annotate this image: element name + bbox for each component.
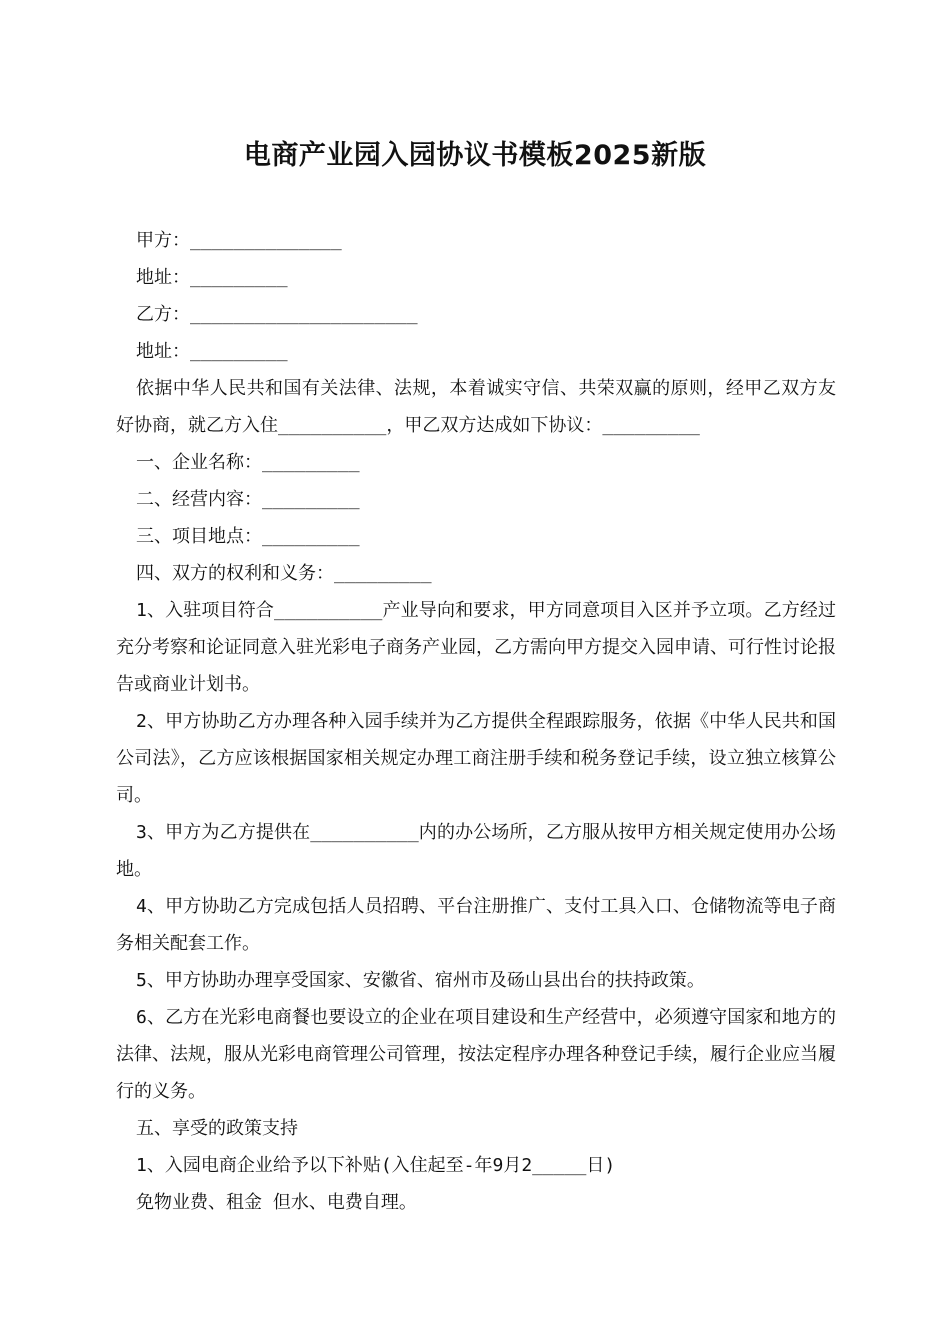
clause-5: 5、甲方协助办理享受国家、安徽省、宿州市及砀山县出台的扶持政策。	[136, 970, 705, 991]
clause-2: 2、甲方协助乙方办理各种入园手续并为乙方提供全程跟踪服务，依据《中华人民共和国公司法》，乙方应该根据国家相关规定办理工商注册手续和税务登记手续，设立独立核算公司。	[116, 711, 836, 806]
party-b-line: 乙方：_____________________	[136, 304, 418, 325]
document-body	[116, 222, 836, 1221]
section-project-location: 三、项目地点：_________	[136, 526, 360, 547]
section-policy-support: 五、享受的政策支持	[136, 1118, 298, 1139]
party-a-line: 甲方：______________	[136, 230, 342, 251]
policy-detail: 免物业费、租金 但水、电费自理。	[136, 1192, 417, 1213]
policy-clause-1: 1、入园电商企业给予以下补贴(入住起至-年9月2_____日)	[136, 1155, 616, 1176]
preamble-paragraph: 依据中华人民共和国有关法律、法规，本着诚实守信、共荣双赢的原则，经甲乙双方友好协商，就乙方入住__________，甲乙双方达成如下协议：_________	[116, 378, 836, 436]
section-company-name: 一、企业名称：_________	[136, 452, 360, 473]
clause-4: 4、甲方协助乙方完成包括人员招聘、平台注册推广、支付工具入口、仓储物流等电子商务相关配套工作。	[116, 896, 836, 954]
clause-1: 1、入驻项目符合__________产业导向和要求，甲方同意项目入区并予立项。乙方经过充分考察和论证同意入驻光彩电子商务产业园，乙方需向甲方提交入园申请、可行性讨论报告或商业计划书。	[116, 600, 836, 695]
party-b-address-line: 地址：_________	[136, 341, 288, 362]
clause-3: 3、甲方为乙方提供在__________内的办公场所，乙方服从按甲方相关规定使用办公场地。	[116, 822, 836, 880]
document-title: 电商产业园入园协议书模板2025新版	[243, 140, 707, 171]
section-rights-obligations: 四、双方的权利和义务：_________	[136, 563, 432, 584]
party-a-address-line: 地址：_________	[136, 267, 288, 288]
clause-6: 6、乙方在光彩电商餐也要设立的企业在项目建设和生产经营中，必须遵守国家和地方的法律、法规，服从光彩电商管理公司管理，按法定程序办理各种登记手续，履行企业应当履行的义务。	[116, 1007, 836, 1102]
section-business-scope: 二、经营内容：_________	[136, 489, 360, 510]
